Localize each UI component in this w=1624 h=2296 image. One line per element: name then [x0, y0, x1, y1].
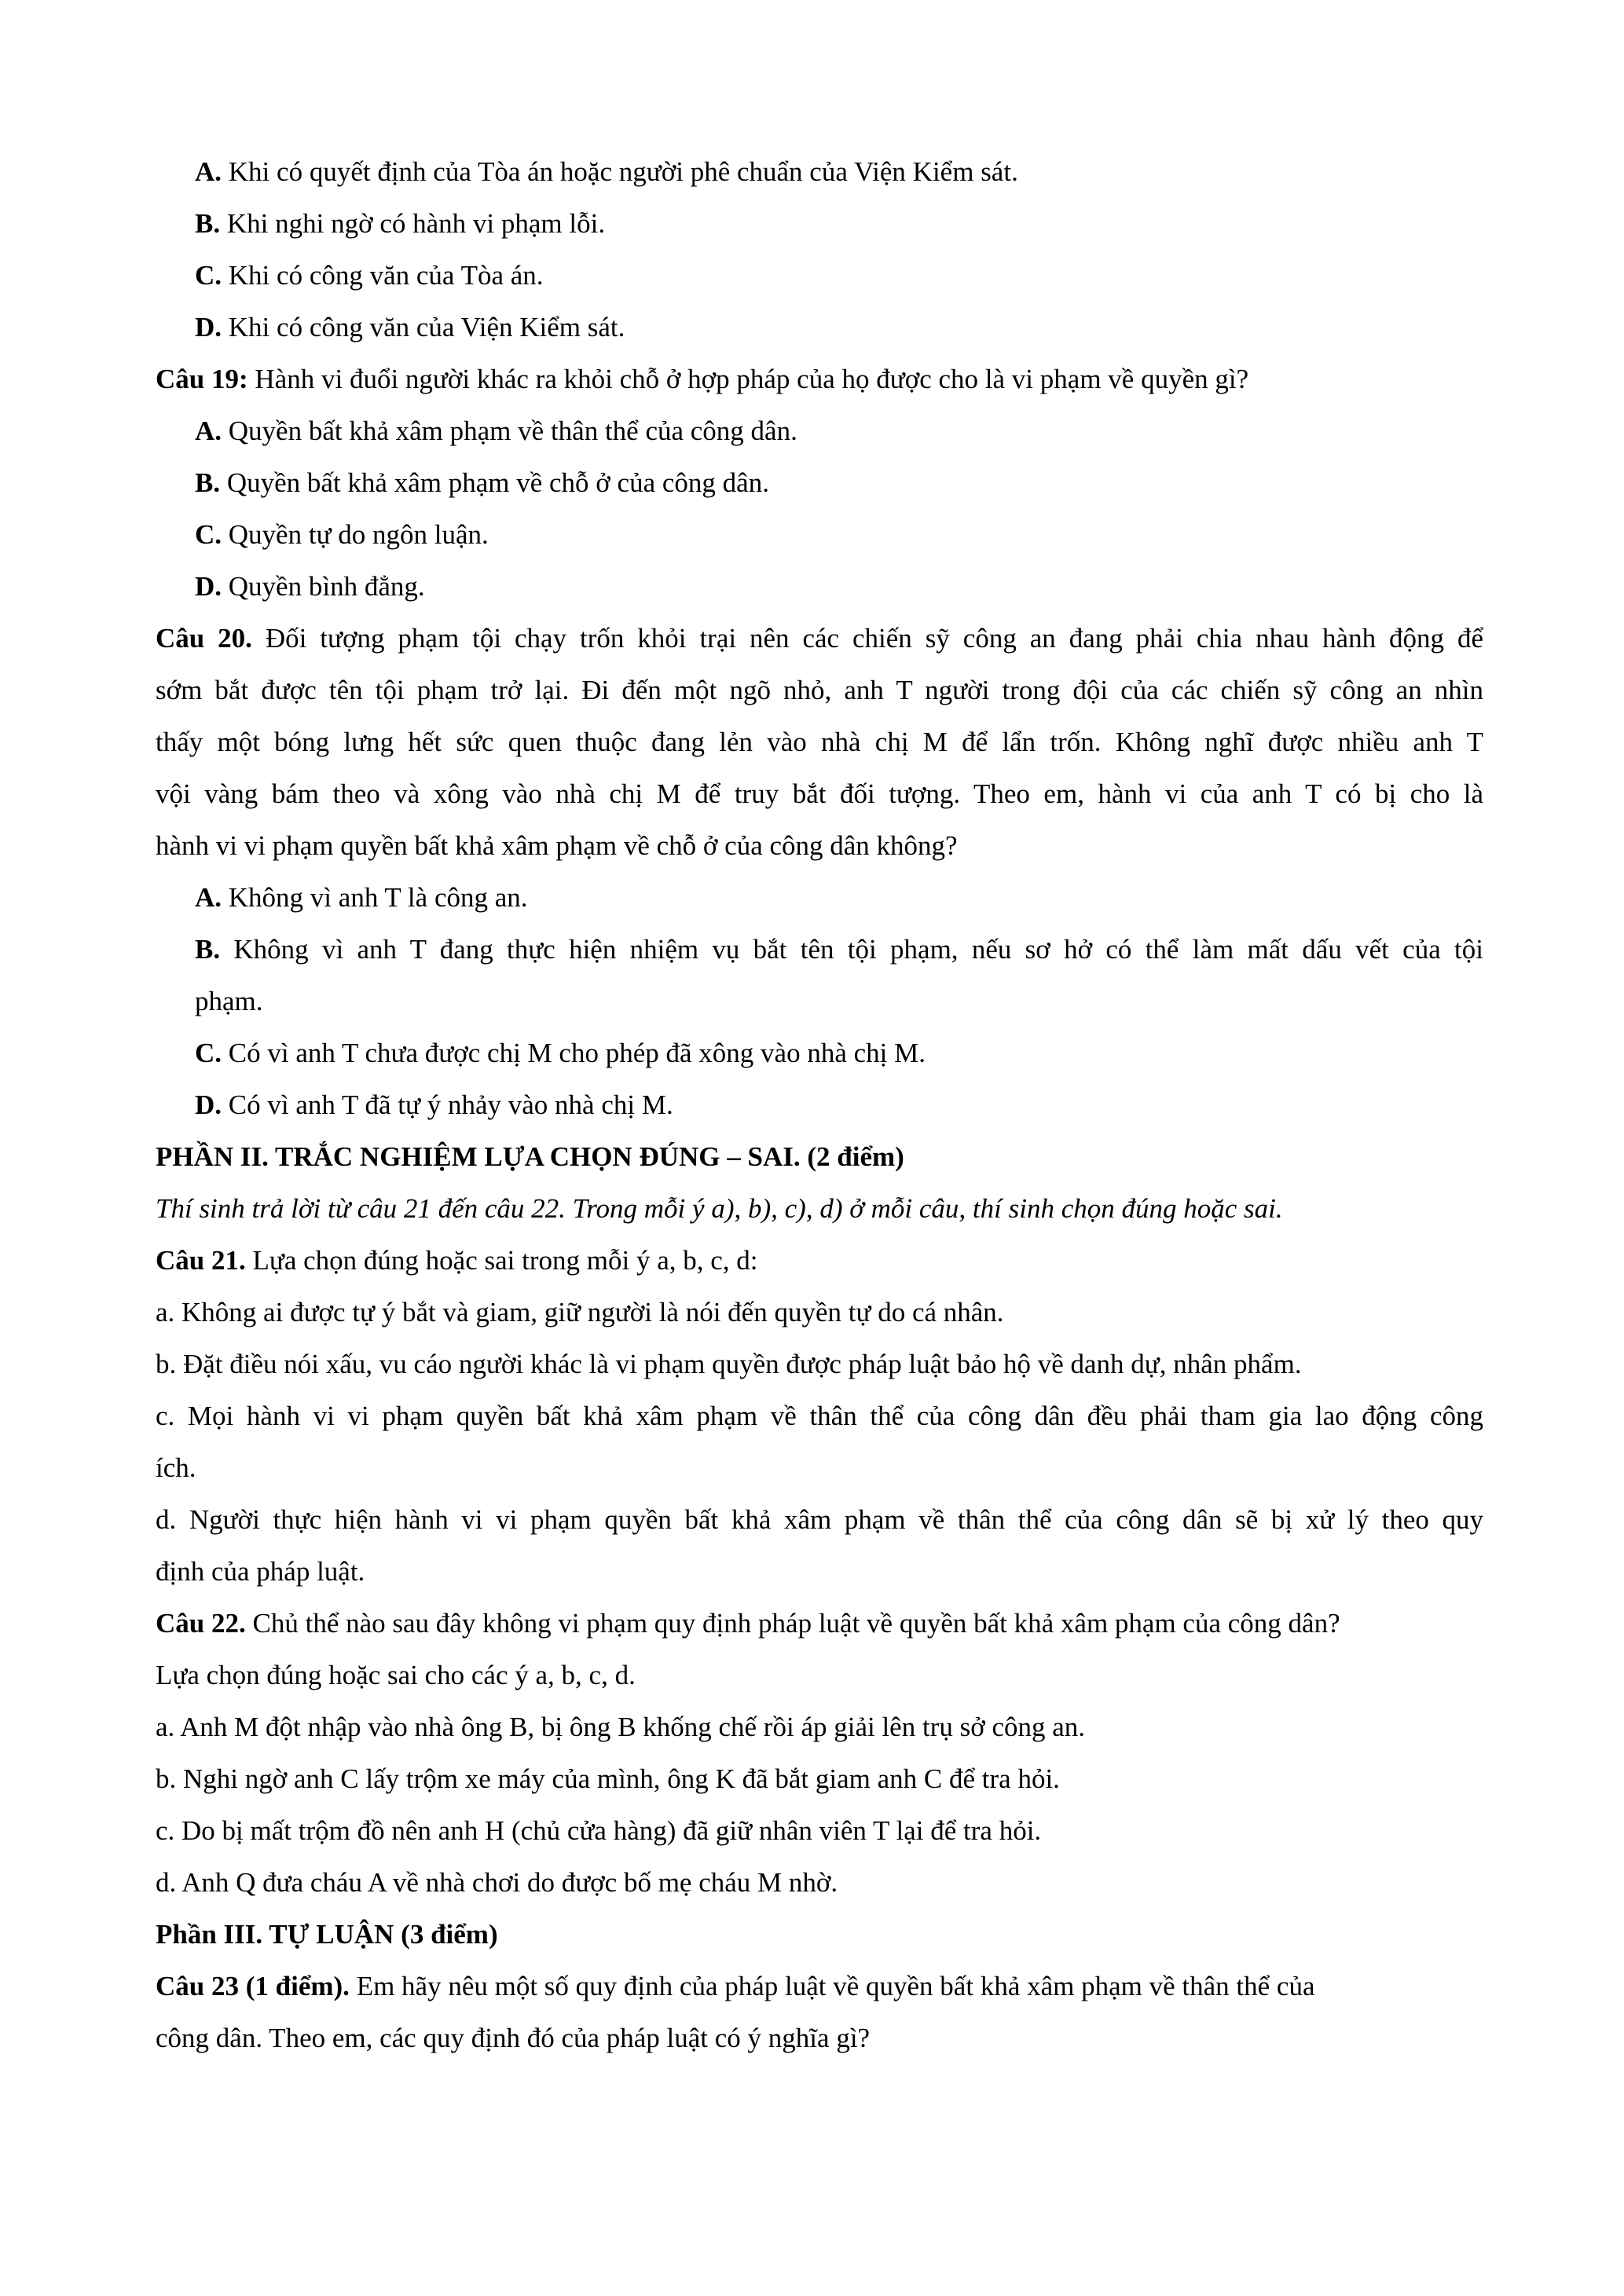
q21-item-c: c. Mọi hành vi vi phạm quyền bất khả xâm phạm về thân thể của công dân đều phải tham gia lao động công — [156, 1401, 1483, 1431]
q20-option-c: C. Có vì anh T chưa được chị M cho phép đã xông vào nhà chị M. — [195, 1038, 926, 1068]
part2-heading: PHẦN II. TRẮC NGHIỆM LỰA CHỌN ĐÚNG – SAI. (2 điểm) — [156, 1141, 904, 1172]
q20-option-d: D. Có vì anh T đã tự ý nhảy vào nhà chị M. — [195, 1089, 673, 1120]
q19-option-a: A. Quyền bất khả xâm phạm về thân thể của công dân. — [195, 416, 797, 446]
question-19 — [156, 353, 1483, 613]
question-22 — [156, 1598, 1483, 1909]
q20-option-b-continued: phạm. — [195, 986, 263, 1016]
q18-option-c: C. Khi có công văn của Tòa án. — [195, 260, 544, 291]
q22-stem: Câu 22. Chủ thể nào sau đây không vi phạm quy định pháp luật về quyền bất khả xâm phạm của công dân? — [156, 1608, 1340, 1639]
q20-option-b: B. Không vì anh T đang thực hiện nhiệm vụ bắt tên tội phạm, nếu sơ hở có thể làm mất dấu vết của tội — [195, 934, 1483, 965]
q21-stem: Câu 21. Lựa chọn đúng hoặc sai trong mỗi ý a, b, c, d: — [156, 1245, 758, 1276]
q22-item-c: c. Do bị mất trộm đồ nên anh H (chủ cửa hàng) đã giữ nhân viên T lại để tra hỏi. — [156, 1815, 1042, 1846]
q18-options — [156, 146, 1483, 353]
q20-stem-line: hành vi vi phạm quyền bất khả xâm phạm về chỗ ở của công dân không? — [156, 830, 958, 861]
q18-option-a: A. Khi có quyết định của Tòa án hoặc người phê chuẩn của Viện Kiểm sát. — [195, 156, 1018, 187]
q21-item-d-continued: định của pháp luật. — [156, 1556, 365, 1587]
q22-item-b: b. Nghi ngờ anh C lấy trộm xe máy của mình, ông K đã bắt giam anh C để tra hỏi. — [156, 1763, 1060, 1794]
q22-item-a: a. Anh M đột nhập vào nhà ông B, bị ông B khống chế rồi áp giải lên trụ sở công an. — [156, 1712, 1086, 1742]
q19-stem: Câu 19: Hành vi đuổi người khác ra khỏi chỗ ở hợp pháp của họ được cho là vi phạm về quyền gì? — [156, 364, 1249, 394]
q21-item-a: a. Không ai được tự ý bắt và giam, giữ người là nói đến quyền tự do cá nhân. — [156, 1297, 1004, 1327]
q20-stem-line: thấy một bóng lưng hết sức quen thuộc đang lẻn vào nhà chị M để lẩn trốn. Không nghĩ được nhiều anh T — [156, 727, 1483, 757]
q20-stem-line: sớm bắt được tên tội phạm trở lại. Đi đến một ngõ nhỏ, anh T người trong đội của các chiến sỹ công an nhìn — [156, 675, 1483, 705]
q19-option-c: C. Quyền tự do ngôn luận. — [195, 519, 489, 550]
part3-heading: Phần III. TỰ LUẬN (3 điểm) — [156, 1919, 498, 1950]
q23-stem-continued: công dân. Theo em, các quy định đó của pháp luật có ý nghĩa gì? — [156, 2023, 871, 2053]
q18-option-d: D. Khi có công văn của Viện Kiểm sát. — [195, 312, 625, 342]
q18-option-b: B. Khi nghi ngờ có hành vi phạm lỗi. — [195, 208, 606, 239]
q20-stem-line: vội vàng bám theo và xông vào nhà chị M để truy bắt đối tượng. Theo em, hành vi của anh T có bị cho là — [156, 778, 1483, 809]
q22-item-d: d. Anh Q đưa cháu A về nhà chơi do được bố mẹ cháu M nhờ. — [156, 1867, 838, 1898]
q21-item-d: d. Người thực hiện hành vi vi phạm quyền bất khả xâm phạm về thân thể của công dân sẽ bị xử lý theo quy — [156, 1504, 1483, 1535]
q23-stem: Câu 23 (1 điểm). Em hãy nêu một số quy định của pháp luật về quyền bất khả xâm phạm về thân thể của — [156, 1971, 1315, 2001]
q19-option-d: D. Quyền bình đẳng. — [195, 571, 425, 602]
part2-instruction: Thí sinh trả lời từ câu 21 đến câu 22. Trong mỗi ý a), b), c), d) ở mỗi câu, thí sinh chọn đúng hoặc sai. — [156, 1193, 1283, 1224]
question-21 — [156, 1235, 1483, 1598]
question-20 — [156, 613, 1483, 1131]
q20-option-a: A. Không vì anh T là công an. — [195, 882, 528, 913]
q22-stem-continued: Lựa chọn đúng hoặc sai cho các ý a, b, c, d. — [156, 1660, 636, 1690]
q19-option-b: B. Quyền bất khả xâm phạm về chỗ ở của công dân. — [195, 467, 769, 498]
q20-stem-line: Câu 20. Đối tượng phạm tội chạy trốn khỏi trại nên các chiến sỹ công an đang phải chia nhau hành động để — [156, 623, 1483, 654]
question-23 — [156, 1961, 1483, 2064]
q21-item-b: b. Đặt điều nói xấu, vu cáo người khác là vi phạm quyền được pháp luật bảo hộ về danh dự, nhân phẩm. — [156, 1349, 1302, 1379]
document-page — [156, 146, 1483, 2064]
q21-item-c-continued: ích. — [156, 1452, 196, 1483]
